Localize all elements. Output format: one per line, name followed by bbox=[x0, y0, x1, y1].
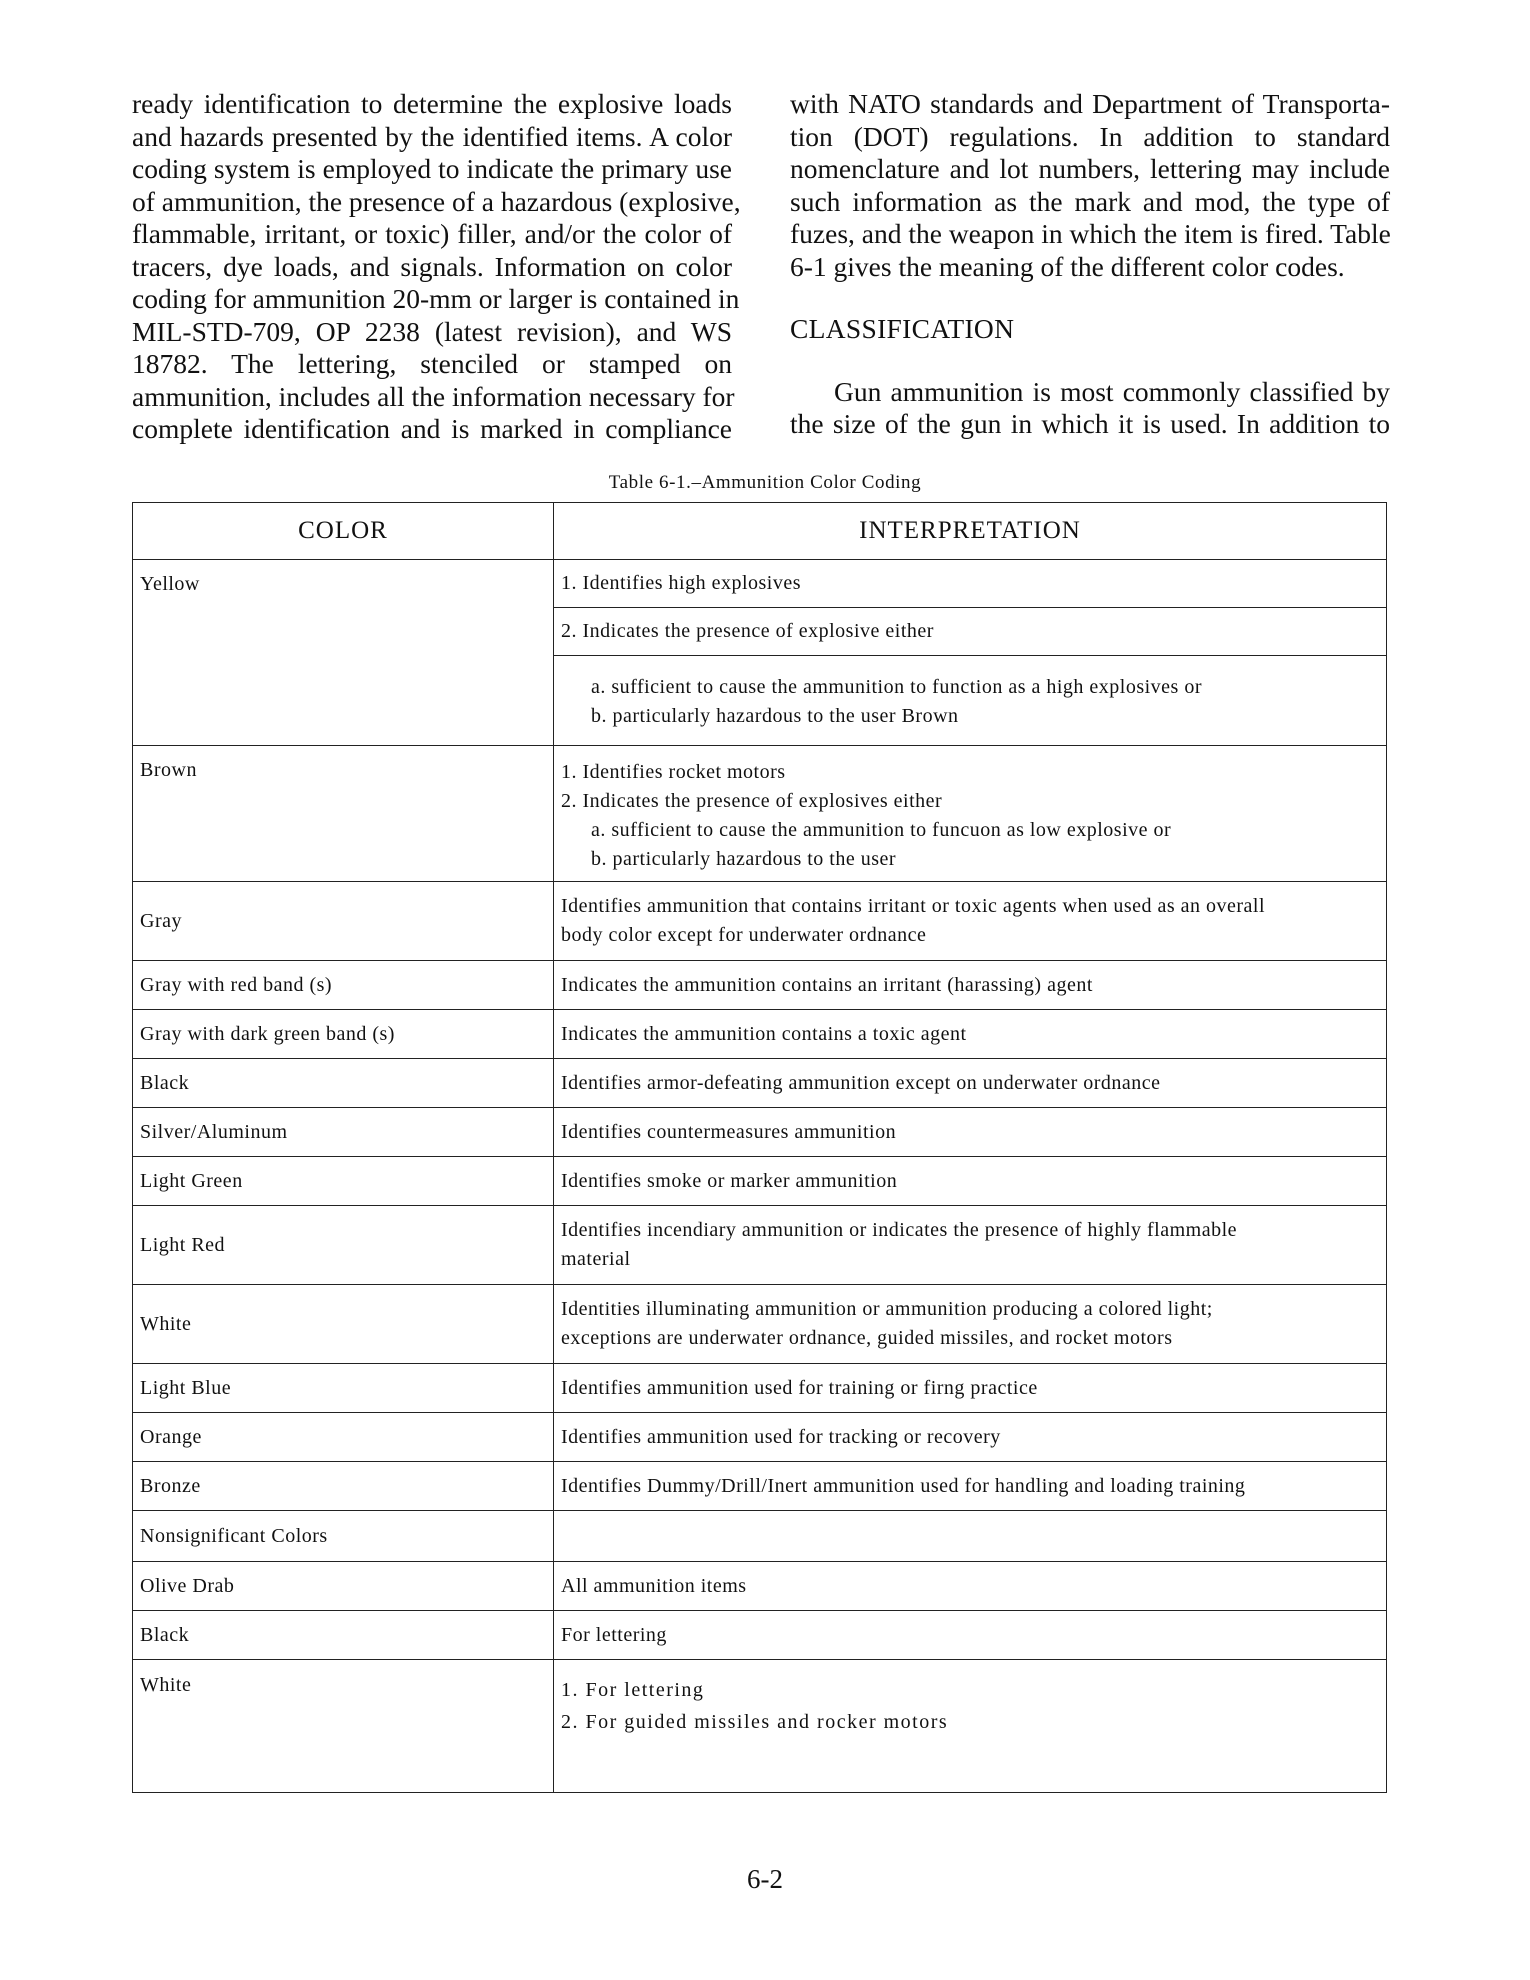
interpretation-line: Identifies ammunition used for training or firng practice bbox=[561, 1376, 1038, 1399]
text-line: complete identification and is marked in compliance bbox=[132, 413, 732, 444]
interpretation-cell bbox=[554, 1157, 1387, 1206]
interpretation-cell bbox=[554, 1511, 1387, 1562]
right-text-column bbox=[790, 88, 1390, 441]
text-line: ammunition, includes all the information necessary for bbox=[132, 380, 735, 412]
table-row-gray-with-red-band-s bbox=[133, 961, 1387, 1010]
interpretation-cell bbox=[554, 1611, 1387, 1660]
table-row-gray bbox=[133, 882, 1387, 961]
table-row-nonsignificant-colors bbox=[133, 1511, 1387, 1562]
interpretation-line: 2. For guided missiles and rocker motors bbox=[561, 1711, 949, 1733]
interpretation-cell bbox=[554, 1108, 1387, 1157]
column-header-interpretation: INTERPRETATION bbox=[554, 503, 1387, 560]
color-cell: Gray bbox=[133, 882, 554, 961]
interpretation-line: exceptions are underwater ordnance, guided missiles, and rocket motors bbox=[561, 1327, 1173, 1349]
text-line: 6-1 gives the meaning of the different color codes. bbox=[790, 250, 1345, 282]
table-row-brown bbox=[133, 746, 1387, 882]
interpretation-line: Identifies ammunition that contains irritant or toxic agents when used as an overall bbox=[561, 895, 1266, 917]
section-heading-classification: CLASSIFICATION bbox=[790, 313, 1015, 344]
interpretation-cell bbox=[554, 1010, 1387, 1059]
text-line: ready identification to determine the explosive loads bbox=[132, 88, 732, 119]
interpretation-line: For lettering bbox=[561, 1623, 667, 1646]
interpretation-line: body color except for underwater ordnance bbox=[561, 924, 927, 946]
interpretation-cell bbox=[554, 560, 1387, 746]
table-row-orange bbox=[133, 1413, 1387, 1462]
interpretation-cell bbox=[554, 961, 1387, 1010]
interpretation-line: material bbox=[561, 1248, 631, 1270]
table-row-silver-aluminum bbox=[133, 1108, 1387, 1157]
interpretation-item: 2. Indicates the presence of explosives either bbox=[561, 790, 943, 812]
color-coding-table bbox=[132, 502, 1387, 1793]
interpretation-item: 1. Identifies high explosives bbox=[554, 560, 1386, 608]
interpretation-cell bbox=[554, 746, 1387, 882]
text-line: nomenclature and lot numbers, lettering may include bbox=[790, 153, 1390, 184]
text-line: tracers, dye loads, and signals. Information on color bbox=[132, 250, 732, 282]
page-number: 6-2 bbox=[747, 1864, 783, 1894]
classification-paragraph bbox=[790, 376, 1390, 441]
interpretation-cell bbox=[554, 882, 1387, 961]
interpretation-cell bbox=[554, 1462, 1387, 1511]
text-line: with NATO standards and Department of Transporta- bbox=[790, 88, 1390, 119]
color-cell: Nonsignificant Colors bbox=[133, 1511, 554, 1562]
interpretation-cell bbox=[554, 1364, 1387, 1413]
interpretation-line: All ammunition items bbox=[561, 1574, 747, 1597]
color-cell: Light Green bbox=[133, 1157, 554, 1206]
color-cell: Bronze bbox=[133, 1462, 554, 1511]
table-caption: Table 6-1.–Ammunition Color Coding bbox=[608, 472, 922, 493]
interpretation-cell bbox=[554, 1660, 1387, 1793]
table-row-light-blue bbox=[133, 1364, 1387, 1413]
table-row-light-green bbox=[133, 1157, 1387, 1206]
text-line: Gun ammunition is most commonly classified by bbox=[834, 375, 1390, 407]
table-row-white bbox=[133, 1660, 1387, 1793]
table-header-row bbox=[133, 503, 1387, 560]
color-cell: White bbox=[133, 1660, 554, 1793]
color-cell: Black bbox=[133, 1059, 554, 1108]
interpretation-subitems bbox=[554, 656, 1386, 733]
color-cell: Yellow bbox=[133, 560, 554, 746]
interpretation-cell bbox=[554, 1562, 1387, 1611]
interpretation-subitem: a. sufficient to cause the ammunition to funcuon as low explosive or bbox=[591, 819, 1172, 841]
text-line: such information as the mark and mod, the type of bbox=[790, 185, 1390, 217]
text-line: coding for ammunition 20-mm or larger is contained in bbox=[132, 283, 740, 314]
right-paragraph bbox=[790, 88, 1390, 283]
interpretation-cell bbox=[554, 1206, 1387, 1285]
text-line: the size of the gun in which it is used. In addition to bbox=[790, 408, 1390, 439]
table-row-olive-drab bbox=[133, 1562, 1387, 1611]
table-row-gray-with-dark-green-band-s bbox=[133, 1010, 1387, 1059]
interpretation-cell bbox=[554, 1285, 1387, 1364]
color-cell: Silver/Aluminum bbox=[133, 1108, 554, 1157]
color-cell: White bbox=[133, 1285, 554, 1364]
interpretation-line: Identifies smoke or marker ammunition bbox=[561, 1169, 898, 1192]
color-cell: Gray with dark green band (s) bbox=[133, 1010, 554, 1059]
text-line: 18782. The lettering, stenciled or stamped on bbox=[132, 348, 732, 379]
color-cell: Light Red bbox=[133, 1206, 554, 1285]
color-cell: Olive Drab bbox=[133, 1562, 554, 1611]
table-row-yellow bbox=[133, 560, 1387, 746]
interpretation-line: Identifies armor-defeating ammunition except on underwater ordnance bbox=[561, 1071, 1161, 1094]
column-header-color: COLOR bbox=[133, 503, 554, 560]
interpretation-line: 1. For lettering bbox=[561, 1679, 705, 1701]
color-cell: Light Blue bbox=[133, 1364, 554, 1413]
text-line: of ammunition, the presence of a hazardous (explosive, bbox=[132, 185, 741, 217]
text-line: tion (DOT) regulations. In addition to standard bbox=[790, 120, 1390, 152]
interpretation-line: Identifies Dummy/Drill/Inert ammunition used for handling and loading training bbox=[561, 1474, 1246, 1497]
text-line: fuzes, and the weapon in which the item is fired. Table bbox=[790, 218, 1391, 249]
color-cell: Orange bbox=[133, 1413, 554, 1462]
text-line: coding system is employed to indicate the primary use bbox=[132, 153, 732, 184]
interpretation-item: 2. Indicates the presence of explosive either bbox=[554, 608, 1386, 656]
interpretation-line: Identities illuminating ammunition or ammunition producing a colored light; bbox=[561, 1298, 1213, 1320]
text-line: MIL-STD-709, OP 2238 (latest revision), and WS bbox=[132, 315, 732, 347]
interpretation-item: 1. Identifies rocket motors bbox=[561, 761, 786, 783]
interpretation-line: Indicates the ammunition contains an irritant (harassing) agent bbox=[561, 973, 1093, 996]
interpretation-line: Indicates the ammunition contains a toxic agent bbox=[561, 1022, 967, 1045]
text-line: flammable, irritant, or toxic) filler, and/or the color of bbox=[132, 218, 732, 249]
interpretation-cell bbox=[554, 1413, 1387, 1462]
text-line: and hazards presented by the identified items. A color bbox=[132, 120, 732, 152]
left-text-column bbox=[132, 88, 741, 446]
interpretation-line: Identifies countermeasures ammunition bbox=[561, 1120, 897, 1143]
table-row-white bbox=[133, 1285, 1387, 1364]
interpretation-subitem: b. particularly hazardous to the user Brown bbox=[591, 705, 959, 727]
interpretation-line: Identifies ammunition used for tracking or recovery bbox=[561, 1425, 1001, 1448]
color-cell: Gray with red band (s) bbox=[133, 961, 554, 1010]
interpretation-subitem: a. sufficient to cause the ammunition to function as a high explosives or bbox=[591, 676, 1203, 698]
interpretation-cell bbox=[554, 1059, 1387, 1108]
interpretation-subitem: b. particularly hazardous to the user bbox=[591, 848, 897, 870]
table-row-black bbox=[133, 1059, 1387, 1108]
left-paragraph bbox=[132, 88, 741, 446]
color-cell: Brown bbox=[133, 746, 554, 882]
table-row-black bbox=[133, 1611, 1387, 1660]
table-row-light-red bbox=[133, 1206, 1387, 1285]
color-cell: Black bbox=[133, 1611, 554, 1660]
interpretation-line: Identifies incendiary ammunition or indicates the presence of highly flammable bbox=[561, 1219, 1238, 1241]
table-row-bronze bbox=[133, 1462, 1387, 1511]
